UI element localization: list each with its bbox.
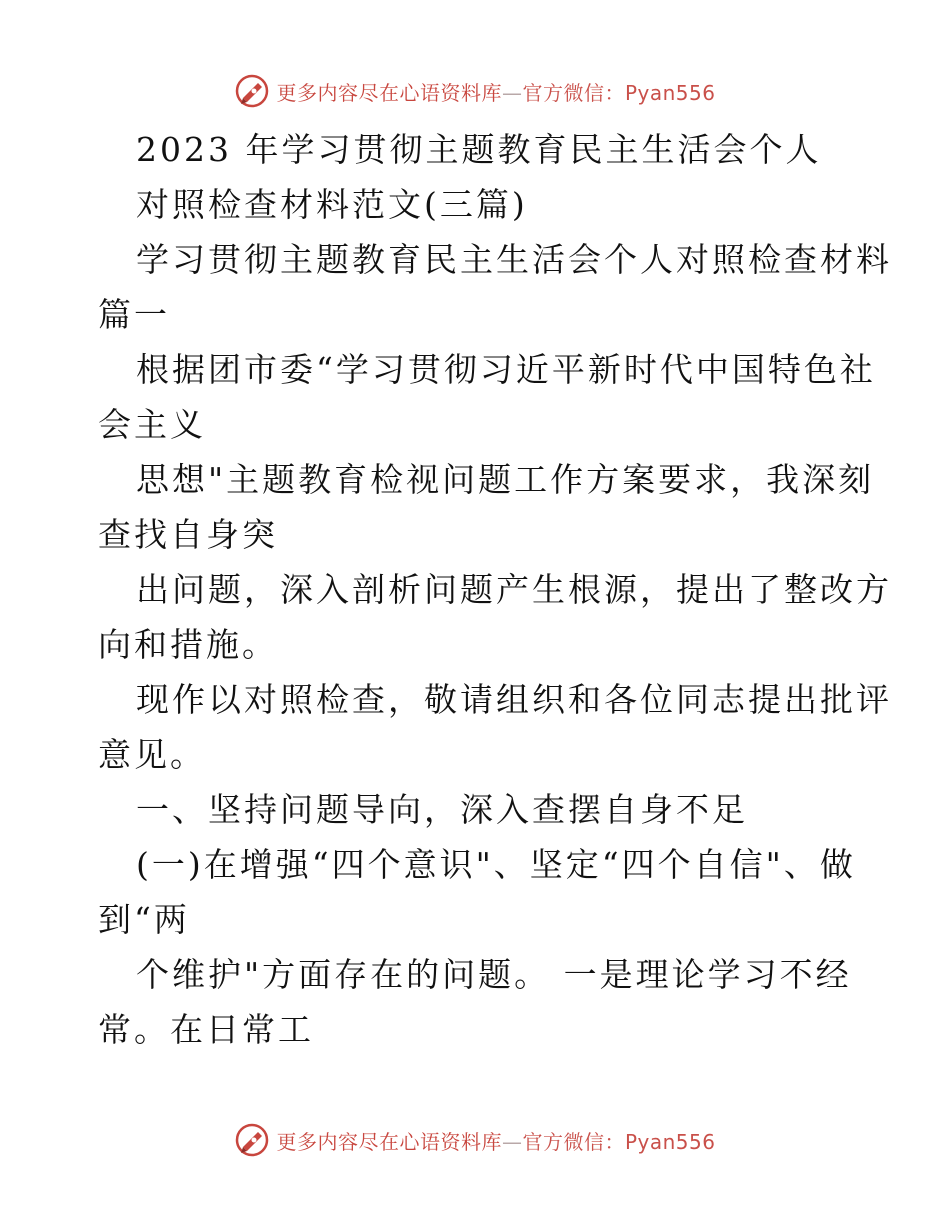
title-line-1: 2023 年学习贯彻主题教育民主生活会个人 <box>136 130 822 169</box>
watermark-contact: 官方微信：Pyan556 <box>522 80 716 105</box>
paragraph-line: 常。在日常工 <box>98 1010 314 1049</box>
watermark-brand: 更多内容尽在心语资料库 <box>276 1129 502 1154</box>
paragraph-line: 向和措施。 <box>98 625 278 664</box>
paragraph-line: (一)在增强“四个意识"、坚定“四个自信"、做 <box>136 845 856 884</box>
paragraph-line: 出问题，深入剖析问题产生根源，提出了整改方 <box>136 570 892 609</box>
watermark-contact: 官方微信：Pyan556 <box>522 1129 716 1154</box>
paragraph-line: 思想"主题教育检视问题工作方案要求，我深刻 <box>136 460 875 499</box>
watermark-brand: 更多内容尽在心语资料库 <box>276 80 502 105</box>
section-heading-line-1: 学习贯彻主题教育民主生活会个人对照检查材料 <box>136 240 892 279</box>
paragraph-line: 查找自身突 <box>98 515 278 554</box>
paragraph-line: 个维护"方面存在的问题。 一是理论学习不经 <box>136 955 852 994</box>
watermark-text <box>276 77 715 106</box>
watermark-text <box>276 1126 715 1155</box>
watermark-separator: — <box>501 1129 523 1154</box>
paragraph-line: 到“两 <box>98 900 190 939</box>
document-body <box>98 122 892 1057</box>
header-watermark <box>0 69 950 113</box>
watermark-separator: — <box>501 80 523 105</box>
footer-watermark <box>0 1118 950 1162</box>
subheading-line: 一、坚持问题导向，深入查摆自身不足 <box>136 790 748 829</box>
paragraph-line: 意见。 <box>98 735 206 774</box>
paragraph-line: 根据团市委“学习贯彻习近平新时代中国特色社 <box>136 350 876 389</box>
paragraph-line: 现作以对照检查，敬请组织和各位同志提出批评 <box>136 680 892 719</box>
title-line-2: 对照检查材料范文(三篇) <box>136 185 528 224</box>
paragraph-line: 会主义 <box>98 405 206 444</box>
pen-logo-icon <box>234 1122 270 1158</box>
section-heading-line-2: 篇一 <box>98 295 170 334</box>
pen-logo-icon <box>234 73 270 109</box>
